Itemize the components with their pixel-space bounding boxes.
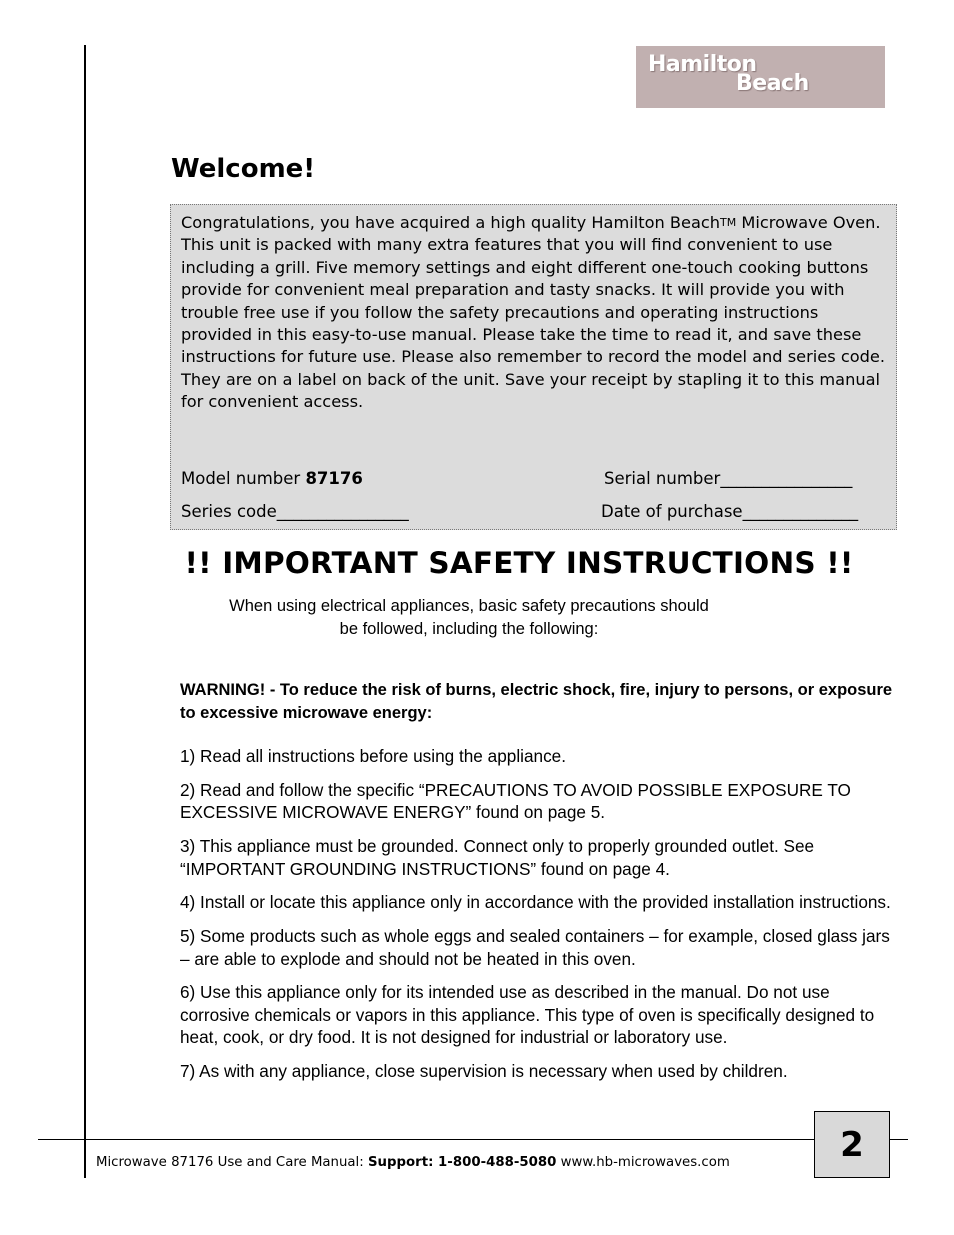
footer-manual-title: Microwave 87176 Use and Care Manual: bbox=[96, 1155, 368, 1170]
footer-website: www.hb-microwaves.com bbox=[556, 1155, 730, 1170]
left-margin-rule bbox=[84, 45, 86, 1178]
list-item: 3) This appliance must be grounded. Connect only to properly grounded outlet. See “IMPORTANT GROUNDING INSTRUCTIONS” found on page 4. bbox=[180, 836, 815, 879]
model-number-label: Model number bbox=[181, 469, 306, 488]
welcome-box bbox=[170, 204, 897, 530]
footer-rule bbox=[38, 1139, 908, 1140]
welcome-text-end: Microwave Oven. This unit is packed with many extra features that you will find convenient to use including a grill. Five memory settings and eight different one-touch cooking buttons provide for convenient meal preparation and tasty snacks. It will provide you with trouble free use if you follow the safety precautions and operating instructions provided in this easy-to-use manual. Please take the time to read it, and save these instructions for future use. Please also remember to record the model and series code. They are on a label on back of the unit. Save your receipt by stapling it to this manual for convenient access. bbox=[181, 213, 885, 412]
series-code-field: Series code________________ bbox=[181, 502, 409, 521]
date-of-purchase-field: Date of purchase______________ bbox=[601, 502, 859, 521]
list-item: 1) Read all instructions before using the appliance. bbox=[180, 746, 566, 766]
list-item: 6) Use this appliance only for its intended use as described in the manual. Do not use corrosive chemicals or vapors in this appliance. This type of oven is specifically designed to heat, cook, or dry food. It is not designed for industrial or laboratory use. bbox=[180, 982, 875, 1048]
model-number-value: 87176 bbox=[305, 469, 363, 488]
safety-subtitle-line-2: be followed, including the following: bbox=[339, 619, 599, 638]
safety-subtitle bbox=[170, 595, 768, 640]
safety-instructions-list bbox=[180, 745, 895, 1094]
page-number: 2 bbox=[814, 1111, 890, 1178]
logo-line-1: Hamilton bbox=[648, 52, 757, 77]
serial-number-field: Serial number________________ bbox=[604, 469, 853, 488]
logo-line-2: Beach bbox=[736, 71, 809, 96]
footer-text bbox=[96, 1155, 730, 1170]
welcome-heading: Welcome! bbox=[171, 154, 316, 184]
list-item: 2) Read and follow the specific “PRECAUTIONS TO AVOID POSSIBLE EXPOSURE TO EXCESSIVE MICROWAVE ENERGY” found on page 5. bbox=[180, 779, 851, 823]
trademark-symbol: TM bbox=[720, 216, 737, 229]
footer-support-phone: Support: 1-800-488-5080 bbox=[367, 1155, 557, 1170]
list-item: 5) Some products such as whole eggs and sealed containers – for example, closed glass jars – are able to explode and should not be heated in this oven. bbox=[180, 926, 890, 969]
model-number-field bbox=[181, 469, 363, 488]
hamilton-beach-logo bbox=[636, 46, 885, 108]
warning-text: WARNING! - To reduce the risk of burns, electric shock, fire, injury to persons, or exposure to excessive microwave energy: bbox=[180, 681, 893, 722]
safety-subtitle-line-1: When using electrical appliances, basic safety precautions should bbox=[229, 597, 709, 615]
safety-title: !! IMPORTANT SAFETY INSTRUCTIONS !! bbox=[184, 546, 854, 580]
list-item: 7) As with any appliance, close supervision is necessary when used by children. bbox=[180, 1061, 788, 1082]
list-item: 4) Install or locate this appliance only in accordance with the provided installation instructions. bbox=[180, 892, 891, 913]
welcome-text-start: Congratulations, you have acquired a high quality Hamilton Beach bbox=[181, 213, 721, 232]
welcome-paragraph bbox=[181, 212, 893, 414]
